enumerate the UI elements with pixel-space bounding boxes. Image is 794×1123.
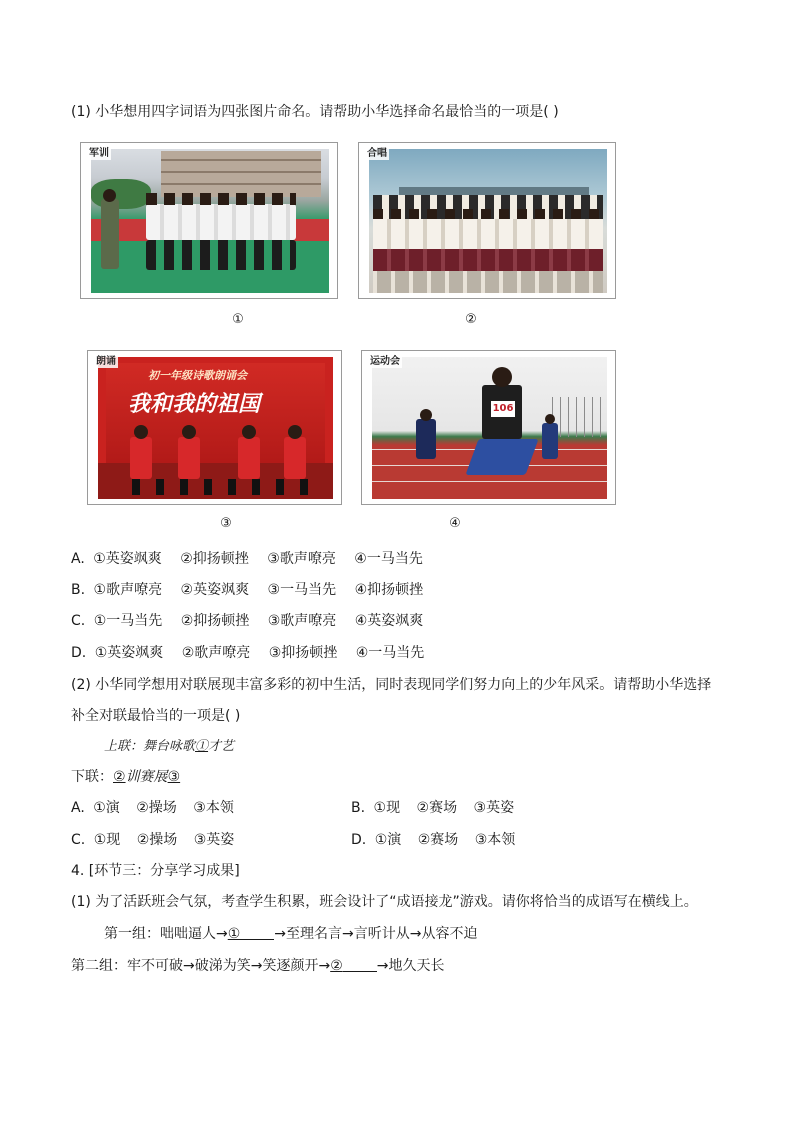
q1-option-c[interactable]: C. ①一马当先 ②抑扬顿挫 ③歌声嘹亮 ④英姿飒爽 <box>71 613 424 629</box>
image-choir <box>358 142 616 299</box>
section4-heading: 4. [环节三：分享学习成果] <box>71 863 240 879</box>
answer-blank-2[interactable] <box>343 957 377 972</box>
choir-front-row <box>373 219 603 249</box>
blank-label: ① <box>227 926 241 942</box>
performer <box>130 437 152 479</box>
couplet-upper: 上联：舞台咏歌①才艺 <box>104 739 235 754</box>
race-bib: 106 <box>491 401 515 417</box>
couplet-lower: 下联：②训赛展③ <box>71 769 181 785</box>
performer <box>284 437 306 479</box>
image-tag: 朗诵 <box>96 356 116 367</box>
image-number: ① <box>232 312 244 327</box>
performer <box>238 437 260 479</box>
image-tag: 运动会 <box>370 356 400 367</box>
q1-option-b[interactable]: B. ①歌声嘹亮 ②英姿飒爽 ③一马当先 ④抑扬顿挫 <box>71 582 424 598</box>
banner-line1: 初一年级诗歌朗诵会 <box>148 369 247 382</box>
q2-option-b[interactable]: B. ①现 ②赛场 ③英姿 <box>351 800 515 816</box>
instructor <box>101 199 119 269</box>
answer-blank-1[interactable] <box>240 925 274 940</box>
image-tag: 合唱 <box>367 148 387 159</box>
runner <box>416 419 436 459</box>
image-sports-meet <box>361 350 616 505</box>
image-military-training <box>80 142 338 299</box>
q2-prompt-line1: (2) 小华同学想用对联展现丰富多彩的初中生活，同时表现同学们努力向上的少年风采。请帮助小华选择 <box>71 677 712 693</box>
q1-option-a[interactable]: A. ①英姿飒爽 ②抑扬顿挫 ③歌声嘹亮 ④一马当先 <box>71 551 423 567</box>
q1-option-d[interactable]: D. ①英姿飒爽 ②歌声嘹亮 ③抑扬顿挫 ④一马当先 <box>71 645 425 661</box>
performer <box>178 437 200 479</box>
banner-line2: 我和我的祖国 <box>128 391 261 417</box>
idiom-group-2: 第二组：牢不可破→破涕为笑→笑逐颜开→② →地久天长 <box>71 958 445 974</box>
building <box>161 151 321 197</box>
image-recitation <box>87 350 342 505</box>
student-rows <box>146 204 296 240</box>
idiom-prompt: (1) 为了活跃班会气氛，考查学生积累，班会设计了“成语接龙”游戏。请你将恰当的成语写在横线上。 <box>71 894 698 910</box>
runner <box>542 423 558 459</box>
q2-option-c[interactable]: C. ①现 ②操场 ③英姿 <box>71 832 235 848</box>
q2-option-a[interactable]: A. ①演 ②操场 ③本领 <box>71 800 234 816</box>
blank-label: ② <box>330 958 343 974</box>
image-number: ④ <box>449 516 461 531</box>
q1-prompt: (1) 小华想用四字词语为四张图片命名。请帮助小华选择命名最恰当的一项是( ) <box>71 104 559 120</box>
q2-option-d[interactable]: D. ①演 ②赛场 ③本领 <box>351 832 516 848</box>
choir-skirts <box>373 249 603 271</box>
image-number: ② <box>465 312 477 327</box>
image-number: ③ <box>220 516 232 531</box>
idiom-group-1: 第一组：咄咄逼人→① →至理名言→言听计从→从容不迫 <box>104 926 478 942</box>
q2-prompt-line2: 补全对联最恰当的一项是( ) <box>71 708 241 724</box>
image-tag: 军训 <box>89 148 109 159</box>
